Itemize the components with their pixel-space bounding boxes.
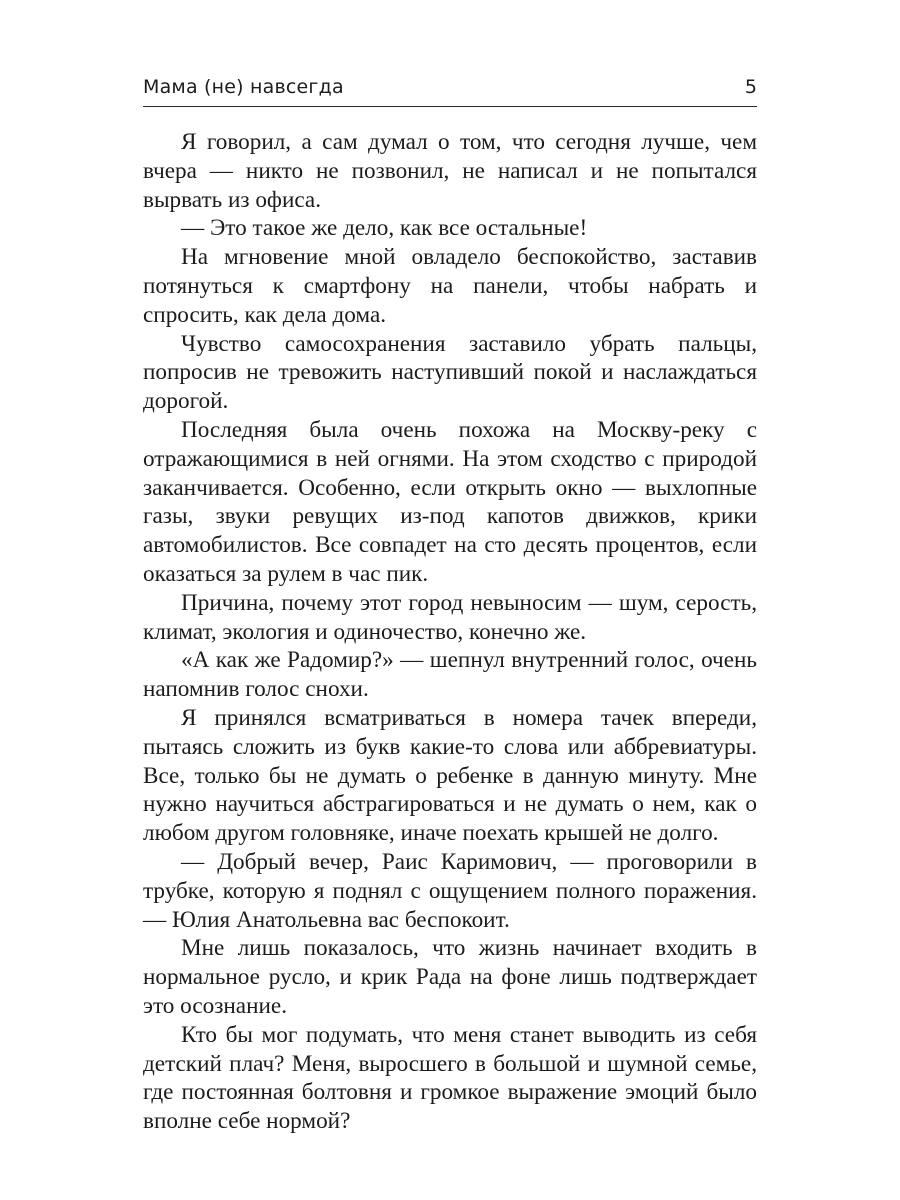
paragraph: Я говорил, а сам думал о том, что сегодня лучше, чем вчера — никто не позвонил, не написал и не попытался вырвать из офиса.	[143, 129, 757, 213]
paragraph: Мне лишь показалось, что жизнь начинает входить в нормальное русло, и крик Рада на фоне лишь подтверждает это осознание.	[143, 935, 757, 1019]
book-title: Мама (не) навсегда	[143, 76, 344, 98]
paragraph: Кто бы мог подумать, что меня станет выводить из себя детский плач? Меня, выросшего в большой и шумной семье, где постоянная болтовня и громкое выражение эмоций было вполне себе нормой?	[143, 1021, 757, 1135]
paragraph: Я принялся всматриваться в номера тачек впереди, пытаясь сложить из букв какие-то слова или аббревиатуры. Все, только бы не думать о ребенке в данную минуту. Мне нужно научиться абстрагироваться и не думать о нем, как о любом другом головняке, иначе поехать крышей не долго.	[143, 704, 757, 847]
paragraph: «А как же Радомир?» — шепнул внутренний голос, очень напомнив голос снохи.	[143, 647, 757, 703]
body-text	[143, 128, 757, 1136]
paragraph: Причина, почему этот город невыносим — шум, серость, климат, экология и одиночество, конечно же.	[143, 589, 757, 645]
page-number: 5	[744, 76, 757, 98]
paragraph: Последняя была очень похожа на Москву-реку с отражающимися в ней огнями. На этом сходство с природой заканчивается. Особенно, если открыть окно — выхлопные газы, звуки ревущих из-под капотов движков, крики автомобилистов. Все совпадет на сто десять процентов, если оказаться за рулем в час пик.	[143, 416, 757, 587]
paragraph: Чувство самосохранения заставило убрать пальцы, попросив не тревожить наступивший покой и наслаждаться дорогой.	[143, 330, 757, 415]
running-header	[143, 74, 757, 107]
paragraph: — Это такое же дело, как все остальные!	[181, 215, 588, 242]
paragraph: — Добрый вечер, Раис Каримович, — проговорили в трубке, которую я поднял с ощущением полного поражения. — Юлия Анатольевна вас беспокоит.	[143, 848, 757, 933]
paragraph: На мгновение мной овладело беспокойство, заставив потянуться к смартфону на панели, чтобы набрать и спросить, как дела дома.	[143, 244, 757, 328]
